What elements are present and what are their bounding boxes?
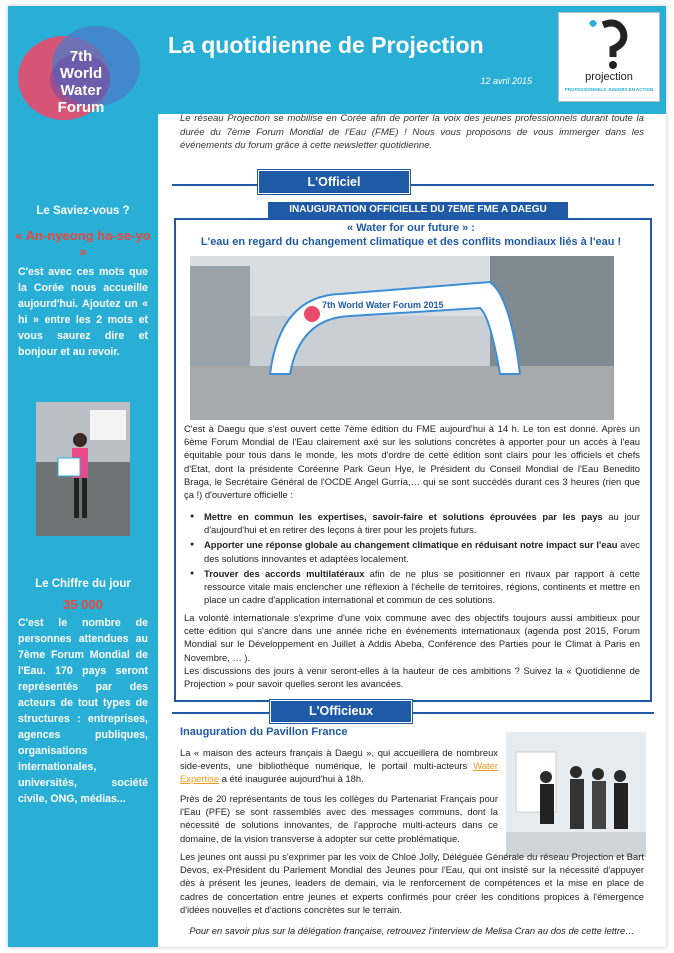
sidebar — [8, 6, 158, 947]
chiffre-title: Le Chiffre du jour — [35, 578, 131, 590]
brand-tagline: PROFESSIONNELS JUNIORS EN ACTION — [564, 87, 654, 92]
forum-logo-text — [36, 48, 126, 116]
volunteer-photo-drawing — [36, 402, 130, 536]
forum-logo-line2: World — [59, 65, 103, 82]
brand-name: projection — [585, 71, 633, 83]
volunteer-photo — [36, 402, 130, 536]
forum-logo-line3: Water — [60, 82, 102, 99]
officiel-quote-line1: « Water for our future » : — [347, 222, 475, 234]
footer-note: Pour en savoir plus sur la délégation française, retrouvez l'interview de Melisa Cran au dos de cette lettre… — [189, 925, 635, 936]
intro-text: Le réseau Projection se mobilise en Corée afin de porter la voix des jeunes professionnels durant toute la durée du 7ème Forum Mondial de l'Eau (FME) ! Nous vous proposons de vous immerger dans les événements du forum grâce à cette newsletter quotidienne. — [180, 113, 644, 151]
officiel-subsection-label: INAUGURATION OFFICIELLE DU 7EME FME A DAEGU — [268, 202, 568, 218]
officiel-paragraph1: C'est à Daegu que s'est ouvert cette 7ème édition du FME aujourd'hui à 14 h. Le ton est donné. Après un 6ème Forum Mondial de l'Eau clairement axé sur les solutions concrètes à apporter pour un accès à l'eau équitable pour tous dans le monde, les mots d'ordre de cette édition sont clairs pour les officiels et chefs d'Etat, dont la présidente Coréenne Park Geun Hye, le Président du Conseil Mondial de l'Eau Benedito Braga, le Secrétaire Général de l'OCDE Angel Gurría,… qui se sont succédés durant ces 3 heures (rien que ça !) d'ouverture officielle : — [184, 423, 640, 501]
pavillon-photo-drawing — [506, 732, 646, 857]
projection-logo-mark — [559, 13, 659, 71]
officieux-rule — [172, 712, 654, 714]
inauguration-photo — [190, 256, 614, 420]
chiffre-text: C'est le nombre de personnes attendues au 7ème Forum Mondial de l'Eau. 170 pays seront représentés par des acteurs de tout types de structures : entreprises, agences publiques, organisations internationales, universités, société civile, ONG, médias... — [18, 617, 148, 805]
newsletter-date: 12 avril 2015 — [480, 76, 532, 86]
officiel-bullet: ● Apporter une réponse globale au changement climatique en réduisant notre impact sur l'eau avec des solutions innovantes et adaptées localement. — [184, 538, 640, 564]
officiel-paragraph2: La volonté internationale s'exprime d'une voix commune avec des objectifs toujours aussi ambitieux pour cette édition qui s'ancre dans une année riche en événements internationaux (agenda post 2015, Forum Mondial sur le Développement en Juillet à Addis Abeba, Conférence des Parties pour le Climat à Paris en Novembre, … ). — [184, 612, 640, 663]
newsletter-title: La quotidienne de Projection — [168, 32, 484, 58]
officieux-heading: Inauguration du Pavillon France — [180, 726, 348, 738]
header — [158, 6, 666, 114]
officieux-paragraph1: La « maison des acteurs français à Daegu », qui accueillera de nombreux side-events, une bibliothèque numérique, le portail multi-acteurs Water Expertise a été inaugurée aujourd'hui à 18h. — [180, 747, 498, 785]
officiel-paragraph3: Les discussions des jours à venir seront-elles à la hauteur de ces ambitions ? Suivez la « Quotidienne de Projection » pour savoir quelles seront les avancées. — [184, 665, 640, 690]
officiel-bullet: ● Mettre en commun les expertises, savoir-faire et solutions éprouvées par les pays au jour d'aujourd'hui et en retirer des leçons à tirer pour les projets futurs. — [184, 510, 640, 536]
officiel-rule — [172, 184, 654, 186]
projection-logo — [558, 12, 660, 102]
officiel-bullets — [184, 510, 640, 608]
water-expertise-link[interactable]: Water Expertise — [180, 760, 498, 785]
officiel-section-tab: L'Officiel — [258, 170, 410, 194]
saviez-text: C'est avec ces mots que la Corée nous accueille aujourd'hui. Ajoutez un « hi » entre les 2 mots et vous saurez dire et bonjour et au revoir. — [18, 266, 148, 358]
saviez-title: Le Saviez-vous ? — [36, 205, 130, 217]
pavillon-photo — [506, 732, 646, 857]
photo-sign-text: 7th World Water Forum 2015 — [322, 300, 444, 310]
chiffre-value: 35 000 — [63, 597, 103, 612]
newsletter-page — [8, 6, 666, 947]
officiel-quote-line2: L'eau en regard du changement climatique et des conflits mondiaux liés à l'eau ! — [200, 236, 622, 248]
officieux-paragraph3: Les jeunes ont aussi pu s'exprimer par les voix de Chloé Jolly, Déléguée Générale du réseau Projection et Bart Devos, ex-Président du Parlement Mondial des Jeunes pour l'Eau, qui ont insisté sur la nécessité d'appuyer dès à présent les jeunes, leaders de demain, via le renforcement de compétences et la mise en place de cadres de concertation entre jeunes et experts confirmés pour créer les conditions propices à l'émergence d'idées nouvelles et d'actions concrètes sur le terrain. — [180, 851, 644, 915]
forum-logo-line1: 7th — [69, 48, 93, 65]
saviez-word: « An-nyeong ha-se-yo » — [15, 228, 151, 259]
officieux-paragraph2: Près de 20 représentants de tous les collèges du Partenariat Français pour l'Eau (PFE) se sont rassemblés avec des messages communs, dont la nécessité de solutions innovantes, de l'approche multi-acteurs dans ce domaine, de la vision transverse à adopter sur cette problématique. — [180, 793, 498, 844]
inauguration-photo-drawing — [190, 256, 614, 420]
officiel-bullet: ● Trouver des accords multilatéraux afin de ne plus se positionner en rivaux par rapport à cette ressource vitale mais enclencher une réflexion à l'échelle de territoires, régions, continents et mettre en place un cadre d'application international et commun de ces solutions. — [184, 567, 640, 607]
forum-logo-line4: Forum — [57, 99, 105, 116]
officieux-section-tab: L'Officieux — [270, 700, 412, 723]
